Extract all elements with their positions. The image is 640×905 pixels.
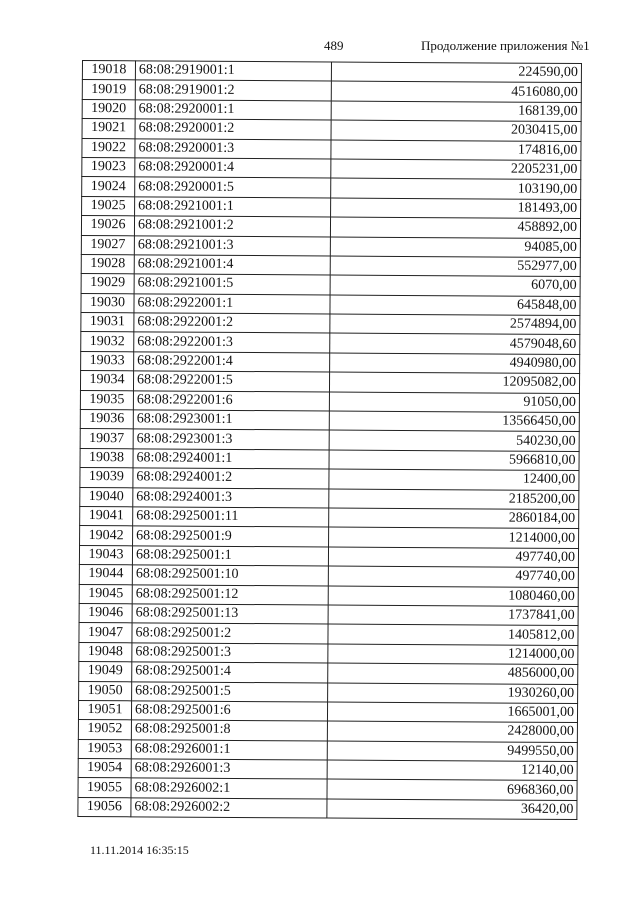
table-row	[82, 196, 581, 218]
cadastral-number: 68:08:2921001:2	[134, 216, 330, 237]
row-number: 19022	[82, 138, 135, 158]
cadastral-value: 2185200,00	[329, 489, 579, 510]
cadastral-value: 4579048,60	[330, 333, 580, 354]
cadastral-number: 68:08:2922001:4	[134, 352, 330, 373]
row-number: 19048	[79, 642, 132, 662]
row-number: 19028	[81, 254, 134, 274]
cadastral-value: 12140,00	[327, 760, 577, 781]
cadastral-number: 68:08:2925001:8	[131, 720, 327, 741]
table-row	[82, 119, 581, 141]
row-number: 19054	[78, 759, 131, 779]
cadastral-value: 6968360,00	[327, 779, 577, 800]
row-number: 19033	[81, 351, 134, 371]
cadastral-number: 68:08:2922001:5	[133, 371, 329, 392]
cadastral-number: 68:08:2925001:5	[132, 681, 328, 702]
cadastral-value: 552977,00	[330, 256, 580, 277]
cadastral-value: 168139,00	[331, 101, 581, 122]
table-row	[78, 739, 577, 761]
cadastral-value: 1737841,00	[328, 605, 578, 626]
table-row	[81, 216, 580, 238]
cadastral-value: 12400,00	[329, 469, 579, 490]
row-number: 19027	[81, 235, 134, 255]
row-number: 19056	[78, 797, 131, 817]
cadastral-value: 181493,00	[331, 198, 581, 219]
cadastral-number: 68:08:2925001:2	[132, 623, 328, 644]
cadastral-value: 1665001,00	[327, 702, 577, 723]
row-number: 19047	[79, 623, 132, 643]
row-number: 19038	[80, 448, 133, 468]
table-row	[81, 235, 580, 257]
cadastral-number: 68:08:2923001:1	[133, 410, 329, 431]
table-row	[80, 371, 579, 393]
cadastral-number: 68:08:2923001:3	[133, 429, 329, 450]
table-row	[79, 681, 578, 703]
table-row	[79, 584, 578, 606]
row-number: 19032	[81, 332, 134, 352]
table-row	[81, 274, 580, 296]
table-row	[78, 797, 577, 819]
table-row	[81, 313, 580, 335]
table-row	[80, 506, 579, 528]
cadastral-number: 68:08:2922001:6	[133, 390, 329, 411]
table-row	[79, 623, 578, 645]
cadastral-value: 174816,00	[331, 140, 581, 161]
table-row	[79, 565, 578, 587]
row-number: 19037	[80, 429, 133, 449]
row-number: 19018	[82, 61, 135, 81]
table-row	[79, 662, 578, 684]
cadastral-value: 5966810,00	[329, 450, 579, 471]
cadastral-number: 68:08:2926002:1	[131, 778, 327, 799]
cadastral-value: 497740,00	[328, 547, 578, 568]
cadastral-value: 1930260,00	[328, 683, 578, 704]
table-row	[79, 642, 578, 664]
cadastral-number: 68:08:2920001:5	[135, 177, 331, 198]
cadastral-value-table	[77, 60, 582, 820]
row-number: 19051	[78, 700, 131, 720]
cadastral-number: 68:08:2925001:1	[132, 546, 328, 567]
row-number: 19024	[82, 177, 135, 197]
row-number: 19031	[81, 313, 134, 333]
table-row	[80, 410, 579, 432]
row-number: 19030	[81, 293, 134, 313]
row-number: 19045	[79, 584, 132, 604]
row-number: 19053	[78, 739, 131, 759]
cadastral-number: 68:08:2920001:2	[135, 119, 331, 140]
table-row	[78, 700, 577, 722]
cadastral-number: 68:08:2924001:2	[133, 468, 329, 489]
row-number: 19044	[79, 565, 132, 585]
table-row	[81, 254, 580, 276]
cadastral-number: 68:08:2925001:4	[132, 662, 328, 683]
cadastral-value: 103190,00	[331, 178, 581, 199]
cadastral-value: 94085,00	[330, 237, 580, 258]
table-row	[80, 390, 579, 412]
row-number: 19021	[82, 119, 135, 139]
cadastral-value: 458892,00	[330, 217, 580, 238]
cadastral-value: 2030415,00	[331, 120, 581, 141]
table-row	[82, 99, 581, 121]
cadastral-number: 68:08:2921001:4	[134, 255, 330, 276]
cadastral-number: 68:08:2925001:6	[131, 701, 327, 722]
table-row	[79, 603, 578, 625]
table-row	[81, 351, 580, 373]
row-number: 19019	[82, 80, 135, 100]
cadastral-number: 68:08:2925001:3	[132, 643, 328, 664]
cadastral-number: 68:08:2921001:5	[134, 274, 330, 295]
row-number: 19029	[81, 274, 134, 294]
cadastral-value: 497740,00	[328, 566, 578, 587]
table-row	[80, 526, 579, 548]
cadastral-number: 68:08:2922001:3	[134, 332, 330, 353]
row-number: 19046	[79, 603, 132, 623]
cadastral-value: 1080460,00	[328, 586, 578, 607]
cadastral-value: 13566450,00	[329, 411, 579, 432]
row-number: 19041	[80, 506, 133, 526]
cadastral-value: 2574894,00	[330, 314, 580, 335]
cadastral-value: 1214000,00	[328, 644, 578, 665]
table-row	[82, 157, 581, 179]
row-number: 19036	[80, 410, 133, 430]
row-number: 19025	[82, 196, 135, 216]
table-row	[81, 293, 580, 315]
cadastral-value: 645848,00	[330, 295, 580, 316]
cadastral-number: 68:08:2926001:1	[131, 739, 327, 760]
cadastral-number: 68:08:2925001:13	[132, 604, 328, 625]
row-number: 19035	[80, 390, 133, 410]
cadastral-number: 68:08:2926001:3	[131, 759, 327, 780]
cadastral-number: 68:08:2924001:3	[133, 487, 329, 508]
cadastral-value: 9499550,00	[327, 741, 577, 762]
table-row	[78, 720, 577, 742]
cadastral-number: 68:08:2921001:1	[135, 197, 331, 218]
table-row	[82, 177, 581, 199]
cadastral-number: 68:08:2920001:4	[135, 158, 331, 179]
cadastral-value: 4940980,00	[330, 353, 580, 374]
page-number: 489	[324, 38, 344, 53]
cadastral-number: 68:08:2921001:3	[134, 235, 330, 256]
cadastral-value: 1405812,00	[328, 624, 578, 645]
print-timestamp: 11.11.2014 16:35:15	[90, 843, 189, 857]
cadastral-number: 68:08:2920001:3	[135, 138, 331, 159]
cadastral-value: 224590,00	[331, 62, 581, 83]
cadastral-value: 4516080,00	[331, 81, 581, 102]
cadastral-value: 1214000,00	[329, 527, 579, 548]
table-row	[80, 487, 579, 509]
cadastral-value: 36420,00	[327, 799, 577, 820]
table-row	[82, 61, 581, 83]
cadastral-number: 68:08:2922001:1	[134, 294, 330, 315]
row-number: 19020	[82, 99, 135, 119]
cadastral-number: 68:08:2926002:2	[131, 798, 327, 819]
table-row	[78, 759, 577, 781]
cadastral-value: 540230,00	[329, 430, 579, 451]
cadastral-value: 12095082,00	[329, 372, 579, 393]
row-number: 19050	[79, 681, 132, 701]
appendix-title: Продолжение приложения №1	[421, 38, 590, 53]
cadastral-value: 91050,00	[329, 392, 579, 413]
table-row	[79, 545, 578, 567]
cadastral-value: 2205231,00	[331, 159, 581, 180]
row-number: 19034	[80, 371, 133, 391]
cadastral-number: 68:08:2919001:2	[135, 80, 331, 101]
table-body	[78, 61, 582, 820]
row-number: 19040	[80, 487, 133, 507]
table-row	[82, 138, 581, 160]
table-row	[82, 80, 581, 102]
row-number: 19026	[81, 216, 134, 236]
row-number: 19055	[78, 778, 131, 798]
row-number: 19042	[80, 526, 133, 546]
cadastral-number: 68:08:2925001:9	[133, 526, 329, 547]
row-number: 19023	[82, 157, 135, 177]
cadastral-number: 68:08:2920001:1	[135, 100, 331, 121]
table-row	[81, 332, 580, 354]
row-number: 19039	[80, 468, 133, 488]
table-row	[80, 448, 579, 470]
row-number: 19043	[79, 545, 132, 565]
row-number: 19049	[79, 662, 132, 682]
cadastral-number: 68:08:2925001:11	[133, 507, 329, 528]
cadastral-value: 2428000,00	[327, 721, 577, 742]
cadastral-number: 68:08:2922001:2	[134, 313, 330, 334]
cadastral-value: 6070,00	[330, 275, 580, 296]
cadastral-number: 68:08:2925001:12	[132, 584, 328, 605]
row-number: 19052	[78, 720, 131, 740]
table-row	[78, 778, 577, 800]
table-row	[80, 468, 579, 490]
cadastral-value: 2860184,00	[329, 508, 579, 529]
cadastral-number: 68:08:2925001:10	[132, 565, 328, 586]
cadastral-value: 4856000,00	[328, 663, 578, 684]
table-row	[80, 429, 579, 451]
cadastral-number: 68:08:2924001:1	[133, 449, 329, 470]
cadastral-number: 68:08:2919001:1	[135, 61, 331, 82]
